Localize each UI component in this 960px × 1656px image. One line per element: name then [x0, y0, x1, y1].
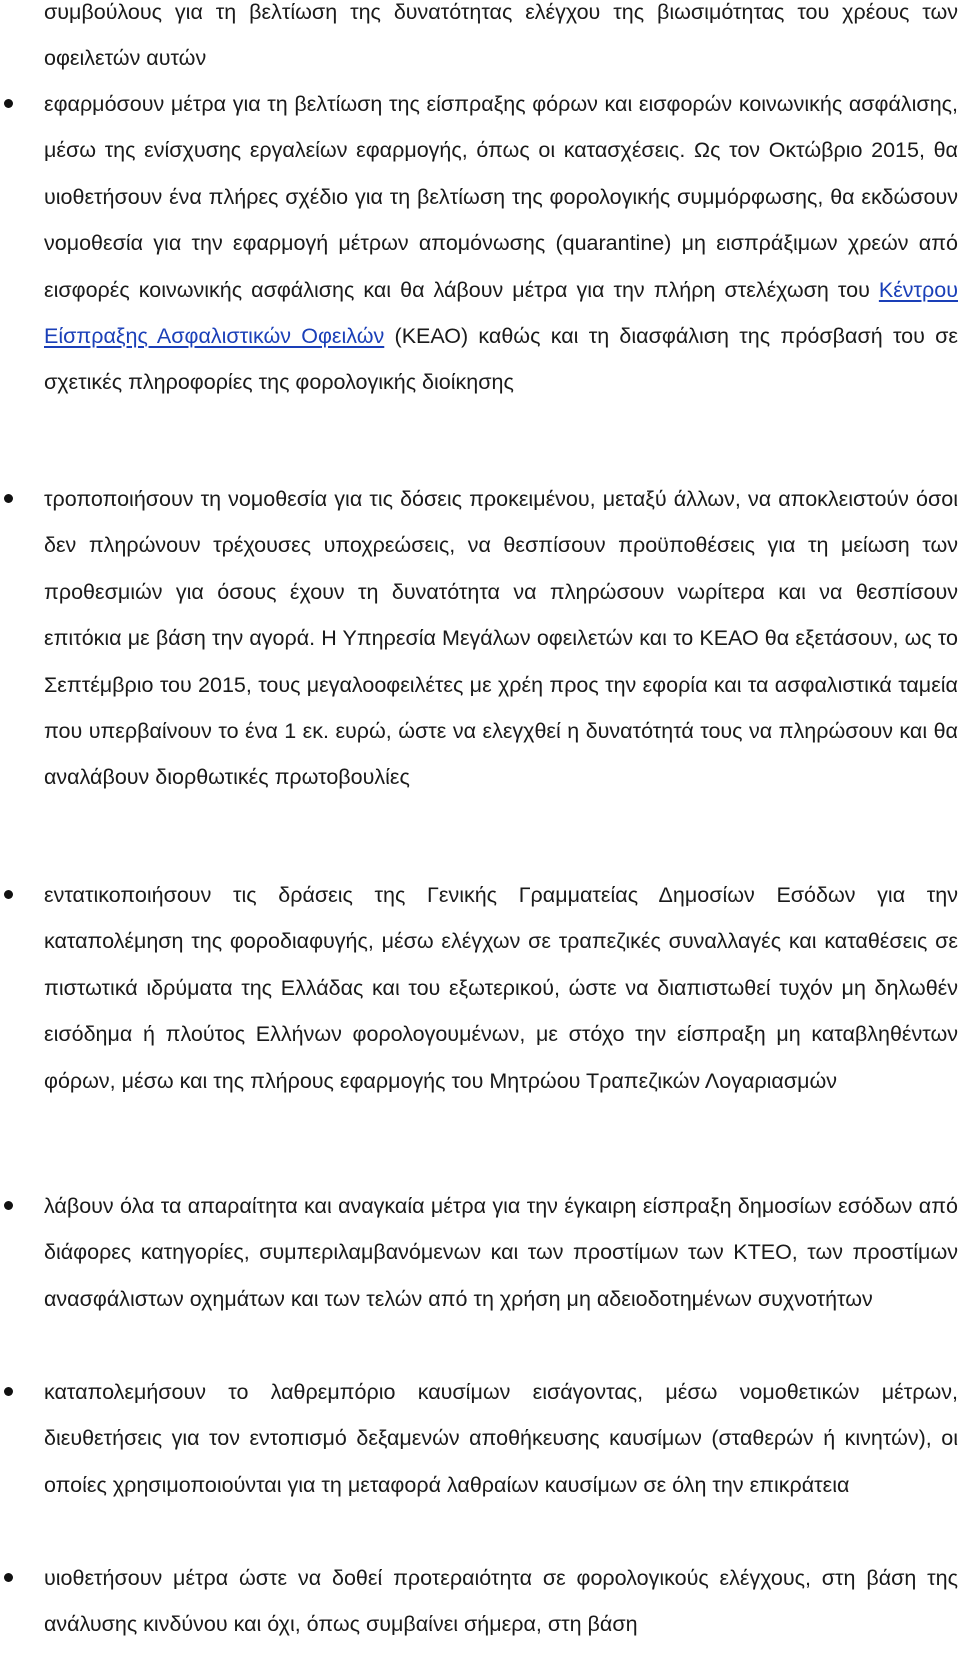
- list-item: εντατικοποιήσουν τις δράσεις της Γενικής Γραμματείας Δημοσίων Εσόδων για την καταπολέμηση της φοροδιαφυγής, μέσω ελέγχων σε τραπεζικές συναλλαγές και καταθέσεις σε πιστωτικά ιδρύματα της Ελλάδας και του εξωτερικού, ώστε να διαπιστωθεί τυχόν μη δηλωθέν εισόδημα ή πλούτος Ελλήνων φορολογουμένων, με στόχο την είσπραξη μη καταβληθέντων φόρων, μέσω και της πλήρους εφαρμογής του Μητρώου Τραπεζικών Λογαριασμών: [44, 883, 958, 1093]
- list-item: [44, 81, 958, 406]
- bullet-marker: [4, 1201, 13, 1210]
- intro-paragraph: συμβούλους για τη βελτίωση της δυνατότητας ελέγχου της βιωσιμότητας του χρέους των οφειλετών αυτών: [44, 0, 958, 71]
- bullet-marker: [4, 1573, 13, 1582]
- list-item: τροποποιήσουν τη νομοθεσία για τις δόσεις προκειμένου, μεταξύ άλλων, να αποκλειστούν όσοι δεν πληρώνουν τρέχουσες υποχρεώσεις, να θεσπίσουν προϋποθέσεις για τη μείωση των προθεσμιών για όσους έχουν τη δυνατότητα να πληρώσουν νωρίτερα και να θεσπίσουν επιτόκια με βάση την αγορά. Η Υπηρεσία Μεγάλων οφειλετών και το ΚΕΑΟ θα εξετάσουν, ως το Σεπτέμβριο του 2015, τους μεγαλοοφειλέτες με χρέη προς την εφορία και τα ασφαλιστικά ταμεία που υπερβαίνουν το ένα 1 εκ. ευρώ, ώστε να ελεγχθεί η δυνατότητά τους να πληρώσουν και θα αναλάβουν διορθωτικές πρωτοβουλίες: [44, 487, 958, 790]
- bullet-marker: [4, 1387, 13, 1396]
- list-item: υιοθετήσουν μέτρα ώστε να δοθεί προτεραιότητα σε φορολογικούς ελέγχους, στη βάση της ανάλυσης κινδύνου και όχι, όπως συμβαίνει σήμερα, στη βάση: [44, 1566, 958, 1637]
- list-item-text: (ΚΕΑΟ) καθώς και τη διασφάλιση της πρόσβασή του σε σχετικές πληροφορίες της φορολογικής διοίκησης: [44, 324, 958, 395]
- bullet-marker: [4, 494, 13, 503]
- list-item-text: εφαρμόσουν μέτρα για τη βελτίωση της είσπραξης φόρων και εισφορών κοινωνικής ασφάλισης, μέσω της ενίσχυσης εργαλείων εφαρμογής, όπως οι κατασχέσεις. Ως τον Οκτώβριο 2015, θα υιοθετήσουν ένα πλήρες σχέδιο για τη βελτίωση της φορολογικής συμμόρφωσης, θα εκδώσουν νομοθεσία για την εφαρμογή μέτρων απομόνωσης (quarantine) μη εισπράξιμων χρεών από εισφορές κοινωνικής ασφάλισης και θα λάβουν μέτρα για την πλήρη στελέχωση του: [44, 92, 958, 302]
- bullet-marker: [4, 99, 13, 108]
- list-item: λάβουν όλα τα απαραίτητα και αναγκαία μέτρα για την έγκαιρη είσπραξη δημοσίων εσόδων από διάφορες κατηγορίες, συμπεριλαμβανόμενων και των προστίμων των ΚΤΕΟ, των προστίμων ανασφάλιστων οχημάτων και των τελών από τη χρήση μη αδειοδοτημένων συχνοτήτων: [44, 1194, 958, 1311]
- list-item: καταπολεμήσουν το λαθρεμπόριο καυσίμων εισάγοντας, μέσω νομοθετικών μέτρων, διευθετήσεις για τον εντοπισμό δεξαμενών αποθήκευσης καυσίμων (σταθερών ή κινητών), οι οποίες χρησιμοποιούνται για τη μεταφορά λαθραίων καυσίμων σε όλη την επικράτεια: [44, 1380, 958, 1497]
- bullet-marker: [4, 890, 13, 899]
- keao-link[interactable]: Κέντρου Είσπραξης Ασφαλιστικών Οφειλών: [44, 277, 958, 349]
